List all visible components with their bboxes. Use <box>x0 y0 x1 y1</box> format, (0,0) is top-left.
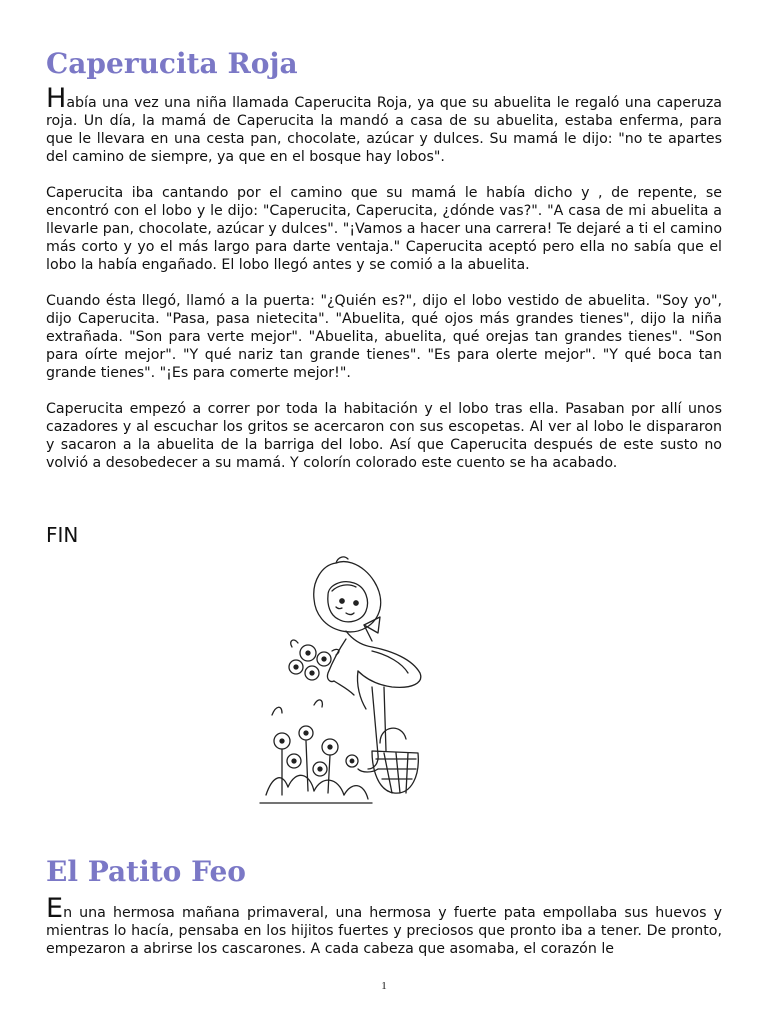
paragraph-2: Caperucita iba cantando por el camino que su mamá le había dicho y , de repente, se encontró con el lobo y le dijo: "Caperucita, Caperucita, ¿dónde vas?". "A casa de mi abuelita a llevarle pan, chocolate, azúcar y dulces". "¡Vamos a hacer una carrera! Te dejaré a ti el camino más corto y yo el más largo para darte ventaja." Caperucita aceptó pero ella no sabía que el lobo la había engañado. El lobo llegó antes y se comió a la abuelita. <box>46 185 722 273</box>
story-body-caperucita <box>46 83 722 490</box>
drop-cap: E <box>46 893 64 924</box>
caperucita-illustration <box>252 555 424 811</box>
paragraph-patito-1 <box>46 893 722 958</box>
paragraph-1-text: abía una vez una niña llamada Caperucita Roja, ya que su abuelita le regaló una caperuza roja. Un día, la mamá de Caperucita la mandó a casa de su abuelita, estaba enferma, para que le llevara en una cesta pan, chocolate, azúcar y dulces. Su mamá le dijo: "no te apartes del camino de siempre, ya que en el bosque hay lobos". <box>46 95 722 165</box>
story-body-patito <box>46 893 722 976</box>
story-ending: FIN <box>46 523 79 547</box>
story-title-patito: El Patito Feo <box>46 855 246 888</box>
drop-cap: H <box>46 83 67 114</box>
paragraph-1 <box>46 83 722 166</box>
page-number: 1 <box>381 980 387 992</box>
paragraph-4: Caperucita empezó a correr por toda la habitación y el lobo tras ella. Pasaban por allí unos cazadores y al escuchar los gritos se acercaron con sus escopetas. Al ver al lobo le dispararon y sacaron a la abuelita de la barriga del lobo. Así que Caperucita después de este susto no volvió a desobedecer a su mamá. Y colorín colorado este cuento se ha acabado. <box>46 401 722 471</box>
story-title-caperucita: Caperucita Roja <box>46 47 298 80</box>
paragraph-3: Cuando ésta llegó, llamó a la puerta: "¿Quién es?", dijo el lobo vestido de abuelita. "Soy yo", dijo Caperucita. "Pasa, pasa nietecita". "Abuelita, qué ojos más grandes tienes", dijo la niña extrañada. "Son para verte mejor". "Abuelita, abuelita, qué orejas tan grandes tienes". "Son para oírte mejor". "Y qué nariz tan grande tienes". "Es para olerte mejor". "Y qué boca tan grande tienes". "¡Es para comerte mejor!". <box>46 293 722 381</box>
paragraph-patito-1-text: n una hermosa mañana primaveral, una hermosa y fuerte pata empollaba sus huevos y mientras lo hacía, pensaba en los hijitos fuertes y preciosos que pronto iba a tener. De pronto, empezaron a abrirse los cascarones. A cada cabeza que asomaba, el corazón le <box>46 905 722 957</box>
